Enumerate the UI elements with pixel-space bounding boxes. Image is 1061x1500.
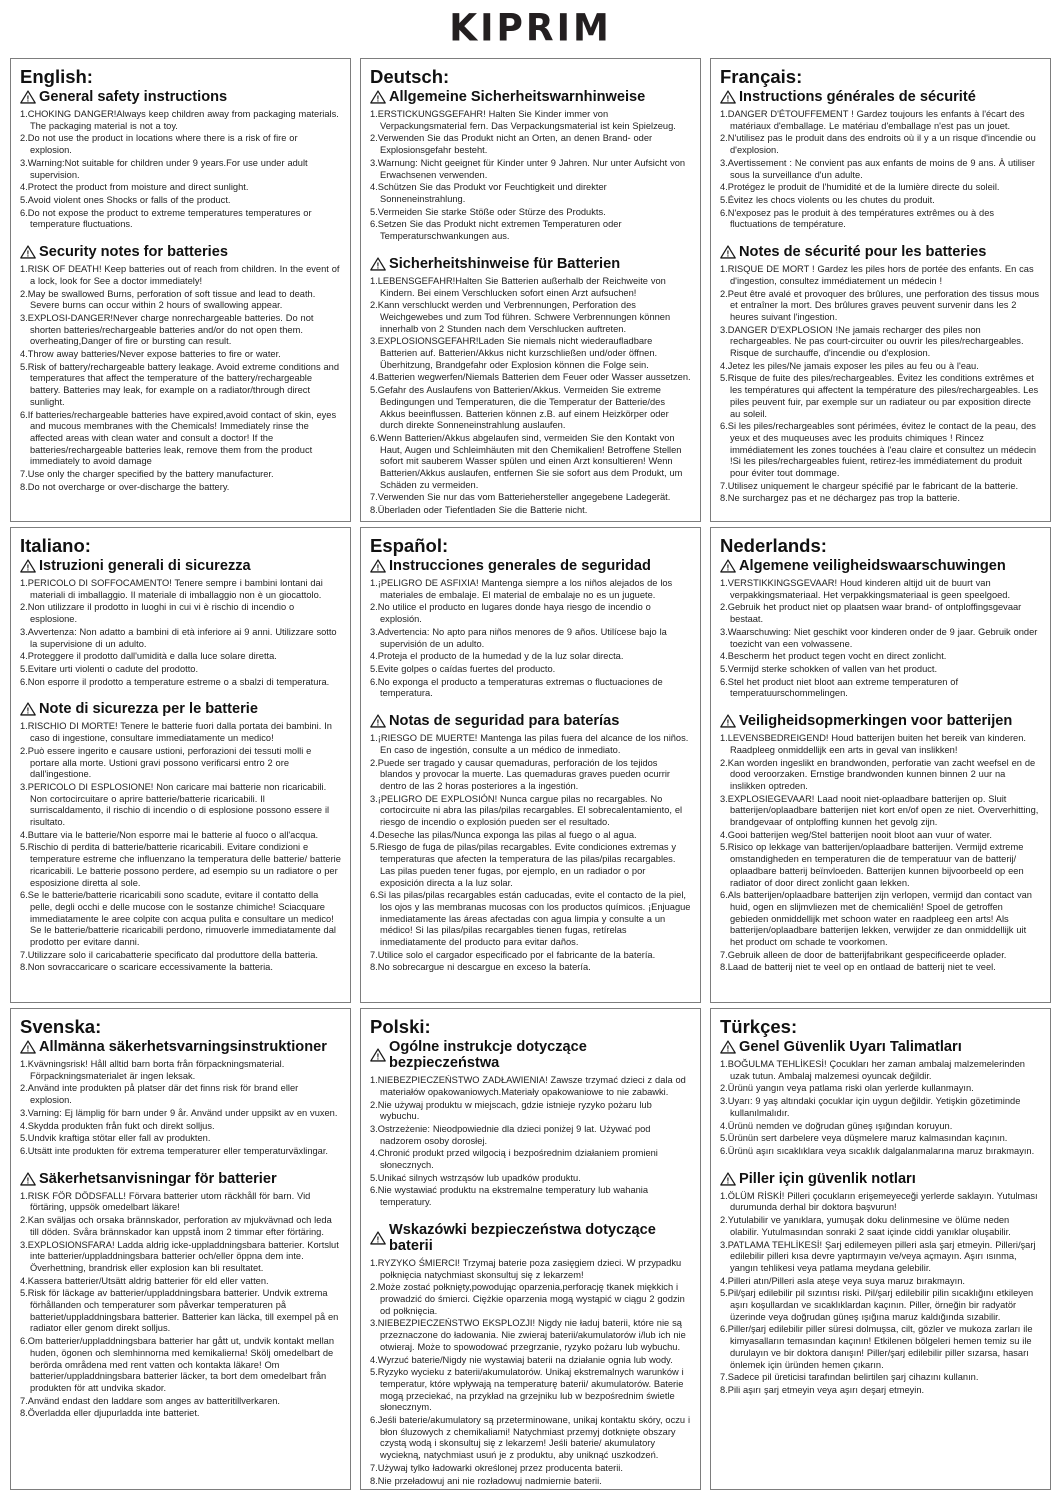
instruction-item: 1.¡PELIGRO DE ASFIXIA! Mantenga siempre a los niños alejados de los materiales de embalaje. El material de embalaje no es un juguete. [370, 578, 673, 600]
language-panel-nederlands [710, 527, 1051, 1003]
instruction-item: 4.Chronić produkt przed wilgocią i bezpośrednim działaniem promieni słonecznych. [370, 1148, 658, 1171]
instruction-item: 1.NIEBEZPIECZEŃSTWO ZADŁAWIENIA! Zawsze trzymać dzieci z dala od materiałów opakowaniowych.Materiały opakowaniowe to nie zabawki. [370, 1075, 686, 1097]
instruction-item: 7.Verwenden Sie nur das vom Batteriehersteller angegebene Ladegerät. [370, 492, 671, 503]
section-heading-text: Genel Güvenlik Uyarı Talimatları [739, 1039, 962, 1055]
page-header [0, 0, 1061, 56]
instruction-item: 8.Laad de batterij niet te veel op en ontlaad de batterij niet te veel. [720, 962, 996, 973]
warning-triangle-icon [20, 1040, 36, 1054]
instruction-item: 5.Pil/şarj edilebilir pil sızıntısı riski. Pil/şarj edilebilir pilin sıcaklığını etkileyen aşırı koşullardan ve sıcaklıklardan kaçının. Piller, örneğin bir radyatör üzerinde veya doğrudan güneş ışığına maruz kaldığında sızabilir. [720, 1288, 1034, 1322]
warning-triangle-icon [370, 1231, 386, 1245]
warning-triangle-icon [20, 702, 36, 716]
instruction-item: 7.Utilisez uniquement le chargeur spécifié par le fabricant de la batterie. [720, 480, 1019, 491]
instruction-item: 7.Use only the charger specified by the battery manufacturer. [20, 469, 274, 480]
general-instructions-list [720, 1059, 1041, 1158]
general-instructions-list [370, 578, 691, 700]
section-heading-text: Notes de sécurité pour les batteries [739, 244, 987, 261]
instruction-item: 2.May be swallowed Burns, perforation of soft tissue and lead to death. Severe burns can occur within 2 hours of swallowing appear. [20, 288, 316, 311]
instruction-item: 1.LEBENSGEFAHR!Halten Sie Batterien außerhalb der Reichweite von Kindern. Bei einem Verschlucken sofort einen Arzt aufsuchen! [370, 275, 666, 298]
battery-safety-heading [720, 1171, 1041, 1187]
svg-text:!: ! [726, 93, 730, 104]
instruction-item: 2.Non utilizzare il prodotto in luoghi in cui vi è rischio di incendio o esplosione. [20, 602, 295, 625]
instruction-item: 5.Evitare urti violenti o cadute del prodotto. [20, 663, 199, 674]
section-heading-text: Sicherheitshinweise für Batterien [389, 255, 621, 272]
language-panel-deutsch [360, 58, 701, 522]
instruction-item: 2.Do not use the product in locations where there is a risk of fire or explosion. [20, 133, 298, 156]
instruction-item: 1.LEVENSBEDREIGEND! Houd batterijen buiten het bereik van kinderen. Raadpleeg onmiddellijk een arts in geval van inslikken! [720, 733, 1026, 755]
language-title-italiano: Italiano: [20, 535, 91, 556]
instruction-item: 3.PERICOLO DI ESPLOSIONE! Non caricare mai batterie non ricaricabili. Non cortocircuitare o aprire batterie/batterie ricaricabili. Il surriscaldamento, il rischio di incendio o di esplosione possono essere il risultato. [20, 781, 330, 828]
section-heading-text: Piller için güvenlik notları [739, 1170, 916, 1187]
battery-instructions-list [370, 276, 691, 517]
instruction-item: 2.Kan sväljas och orsaka brännskador, perforation av mjukvävnad och leda till döden. Svåra brännskador kan uppstå inom 2 timmar efter förtäring. [20, 1215, 332, 1237]
instruction-item: 4.Proteggere il prodotto dall'umidità e dalla luce solare diretta. [20, 651, 277, 662]
instruction-item: 5.Unikać silnych wstrząsów lub upadków produktu. [370, 1172, 581, 1183]
language-panel-english [10, 58, 351, 522]
general-safety-heading [20, 89, 341, 105]
instruction-item: 5.Évitez les chocs violents ou les chutes du produit. [720, 194, 935, 205]
instruction-item: 6.Piller/şarj edilebilir piller süresi dolmuşsa, cilt, gözler ve mukoza zarları ile kimyasalların temasından kaçının! Etkilenen bölgeleri hemen temiz su ile durulayın ve bir doktora danışın! Piller/şarj edilebilir piller sızarsa, hasarı önlemek için üründen hemen çıkarın. [720, 1324, 1033, 1370]
instruction-item: 5.Gefahr des Auslaufens von Batterien/Akkus. Vermeiden Sie extreme Bedingungen und Temperaturen, die die Temperatur der Batterie/des Akkus beeinflussen. Batterien können z.B. auf einem Heizkörper oder durch direkte Sonneneinstrahlung auslaufen. [370, 385, 669, 431]
instruction-item: 1.RYZYKO ŚMIERCI! Trzymaj baterie poza zasięgiem dzieci. W przypadku połknięcia natychmiast skonsultuj się z lekarzem! [370, 1257, 682, 1280]
battery-instructions-list [370, 1258, 691, 1487]
svg-text:!: ! [26, 1175, 30, 1186]
language-title-polski: Polski: [370, 1016, 431, 1037]
instruction-item: 4.Ürünü nemden ve doğrudan güneş ışığından koruyun. [720, 1120, 953, 1131]
svg-text:!: ! [376, 1051, 380, 1062]
general-safety-heading [720, 1039, 1041, 1055]
section-heading-text: Istruzioni generali di sicurezza [39, 558, 251, 574]
section-heading-text: Instructions générales de sécurité [739, 89, 976, 105]
instruction-item: 7.Sadece pil üreticisi tarafından belirtilen şarj cihazını kullanın. [720, 1372, 979, 1383]
instruction-item: 8.Ne surchargez pas et ne déchargez pas trop la batterie. [720, 493, 960, 504]
instruction-item: 1.¡RIESGO DE MUERTE! Mantenga las pilas fuera del alcance de los niños. En caso de ingestión, consulte a un médico de inmediato. [370, 733, 689, 755]
section-heading-text: Veiligheidsopmerkingen voor batterijen [739, 713, 1013, 730]
section-heading-text: Säkerhetsanvisningar för batterier [39, 1170, 277, 1187]
svg-text:!: ! [376, 562, 380, 573]
instruction-item: 1.Kvävningsrisk! Håll alltid barn borta från förpackningsmaterial. Förpackningsmaterialet är ingen leksak. [20, 1059, 285, 1081]
instruction-item: 1.RISCHIO DI MORTE! Tenere le batterie fuori dalla portata dei bambini. In caso di ingestione, consultare immediatamente un medico! [20, 721, 332, 744]
section-heading-text: Wskazówki bezpieczeństwa dotyczące baterii [389, 1221, 656, 1254]
instruction-item: 4.Schützen Sie das Produkt vor Feuchtigkeit und direkter Sonneneinstrahlung. [370, 182, 607, 204]
warning-triangle-icon [370, 257, 386, 271]
instruction-item: 5.Vermijd sterke schokken of vallen van het product. [720, 663, 938, 674]
language-panel-turkce [710, 1008, 1051, 1490]
instruction-item: 1.VERSTIKKINGSGEVAAR! Houd kinderen altijd uit de buurt van verpakkingsmateriaal. Het verpakkingsmateriaal is geen speelgoed. [720, 578, 1011, 600]
instruction-item: 2.Gebruik het product niet op plaatsen waar brand- of ontploffingsgevaar bestaat. [720, 602, 1022, 625]
instruction-item: 5.Risk för läckage av batterier/uppladdningsbara batterier. Undvik extrema förhållanden och temperaturer som påverkar temperaturen på batteriet/uppladdningsbara batterier. Batterier kan läcka, till exempel på en radiator eller genom direkt solljus. [20, 1288, 339, 1334]
section-heading-text: Security notes for batteries [39, 244, 228, 261]
general-safety-heading [370, 1039, 691, 1071]
instruction-item: 3.NIEBEZPIECZEŃSTWO EKSPLOZJI! Nigdy nie ładuj baterii, które nie są przeznaczone do ładowania. Nie zwieraj baterii/akumulatorów i/lub ich nie otwieraj. Może to spowodować przegrzanie, ryzyko pożaru lub wybuchu. [370, 1318, 686, 1352]
warning-triangle-icon [720, 1040, 736, 1054]
instruction-item: 8.Pili aşırı şarj etmeyin veya aşırı deşarj etmeyin. [720, 1384, 925, 1395]
instruction-item: 3.EXPLOSIEGEVAAR! Laad nooit niet-oplaadbare batterijen op. Sluit batterijen/oplaadbare batterijen niet kort en/of open ze niet. Oververhitting, brandgevaar of ontploffing kunnen het gevolg zijn. [720, 793, 1039, 828]
general-safety-heading [370, 89, 691, 105]
instruction-item: 2.Använd inte produkten på platser där det finns risk för brand eller explosion. [20, 1083, 299, 1106]
general-safety-heading [720, 558, 1041, 574]
instruction-item: 3.Warning:Not suitable for children under 9 years.For use under adult supervision. [20, 157, 308, 180]
instruction-item: 3.EXPLOSI-DANGER!Never charge nonrechargeable batteries. Do not shorten batteries/rechargeable batteries and/or do not open them. overheating,Danger of fire or bursting can result. [20, 312, 314, 347]
language-title-espanol: Español: [370, 535, 449, 556]
battery-safety-heading [20, 1171, 341, 1187]
warning-triangle-icon [370, 714, 386, 728]
language-panel-italiano [10, 527, 351, 1003]
instruction-item: 1.RISQUE DE MORT ! Gardez les piles hors de portée des enfants. En cas d'ingestion, consultez immédiatement un médecin ! [720, 264, 1034, 286]
instruction-item: 3.Ostrzeżenie: Nieodpowiednie dla dzieci poniżej 9 lat. Używać pod nadzorem osoby dorosłej. [370, 1123, 651, 1146]
battery-instructions-list [720, 1191, 1041, 1397]
instruction-item: 5.Rischio di perdita di batterie/batterie ricaricabili. Evitare condizioni e temperature estreme che influenzano la temperatura delle batterie/ batterie ricaricabili. Le batterie possono perdere, ad esempio su un radiatore o per esposizione diretta al sole. [20, 842, 341, 888]
instruction-item: 4.Wyrzuć baterie/Nigdy nie wystawiaj baterii na działanie ognia lub wody. [370, 1354, 673, 1365]
instruction-item: 4.Bescherm het product tegen vocht en direct zonlicht. [720, 651, 947, 662]
svg-text:!: ! [376, 717, 380, 728]
instruction-item: 5.Ryzyko wycieku z baterii/akumulatorów. Unikaj ekstremalnych warunków i temperatur, które wpływają na temperaturę baterii/ akumulatorów. Baterie mogą przeciekać, na przykład na grzejniku lub w bezpośrednim świetle słonecznym. [370, 1367, 684, 1413]
section-heading-text: Algemene veiligheidswaarschuwingen [739, 558, 1006, 574]
instruction-item: 6.Utsätt inte produkten för extrema temperaturer eller temperaturväxlingar. [20, 1145, 329, 1156]
instruction-item: 6.Stel het product niet bloot aan extreme temperaturen of temperatuurschommelingen. [720, 676, 959, 699]
instruction-item: 4.Pilleri atın/Pilleri asla ateşe veya suya maruz bırakmayın. [720, 1275, 965, 1286]
warning-triangle-icon [720, 245, 736, 259]
battery-safety-heading [370, 713, 691, 729]
instruction-item: 6.If batteries/rechargeable batteries have expired,avoid contact of skin, eyes and mucous membranes with the Chemicals! Immediately rinse the affected areas with clean water and consult a doctor! If the batteries/rechargeable batteries leak, remove them from the product immediately to avoid damage [20, 409, 337, 467]
section-heading-text: Ogólne instrukcje dotyczące bezpieczeństwa [389, 1039, 587, 1072]
instruction-item: 4.Jetez les piles/Ne jamais exposer les piles au feu ou à l'eau. [720, 360, 979, 371]
instruction-item: 4.Proteja el producto de la humedad y de la luz solar directa. [370, 651, 624, 662]
warning-triangle-icon [20, 559, 36, 573]
instruction-item: 5.Vermeiden Sie starke Stöße oder Stürze des Produkts. [370, 206, 606, 217]
instruction-item: 3.Varning: Ej lämplig för barn under 9 år. Använd under uppsikt av en vuxen. [20, 1107, 338, 1118]
instruction-item: 8.Nie przeładowuj ani nie rozładowuj nadmiernie baterii. [370, 1475, 602, 1486]
general-safety-heading [20, 1039, 341, 1055]
instruction-item: 4.Buttare via le batterie/Non esporre mai le batterie al fuoco o all'acqua. [20, 829, 319, 840]
battery-safety-heading [720, 713, 1041, 729]
general-instructions-list [20, 578, 341, 688]
warning-triangle-icon [370, 90, 386, 104]
instruction-item: 2.Kann verschluckt werden und Verbrennungen, Perforation des Weichgewebes und zum Tod führen. Schwere Verbrennungen können innerhalb von 2 Stunden nach dem Verschlucken auftreten. [370, 300, 671, 334]
instruction-item: 6.Nie wystawiać produktu na ekstremalne temperatury lub wahania temperatury. [370, 1185, 649, 1208]
instruction-item: 3.EXPLOSIONSGEFAHR!Laden Sie niemals nicht wiederaufladbare Batterien auf. Batterien/Akkus nicht kurzschließen und/oder öffnen. Überhitzung, Brandgefahr oder Explosion können die Folge sein. [370, 336, 658, 370]
svg-text:!: ! [26, 1043, 30, 1054]
instruction-item: 5.Risque de fuite des piles/rechargeables. Évitez les conditions extrêmes et les températures qui affectent la température des piles/rechargeables. Les piles peuvent fuir, par exemple sur un radiateur ou par exposition directe au soleil. [720, 373, 1039, 419]
svg-text:!: ! [726, 1175, 730, 1186]
instruction-item: 6.Non esporre il prodotto a temperature estreme o a sbalzi di temperatura. [20, 676, 330, 687]
warning-triangle-icon [720, 714, 736, 728]
svg-text:!: ! [376, 260, 380, 271]
instruction-item: 3.Waarschuwing: Niet geschikt voor kinderen onder de 9 jaar. Gebruik onder toezicht van een volwassene. [720, 626, 1038, 649]
instruction-item: 2.Nie używaj produktu w miejscach, gdzie istnieje ryzyko pożaru lub wybuchu. [370, 1099, 652, 1122]
general-safety-heading [20, 558, 341, 574]
warning-triangle-icon [370, 1048, 386, 1062]
battery-instructions-list [20, 721, 341, 974]
warning-triangle-icon [370, 559, 386, 573]
battery-instructions-list [370, 733, 691, 974]
svg-text:!: ! [726, 717, 730, 728]
warning-triangle-icon [20, 90, 36, 104]
instruction-item: 2.Yutulabilir ve yanıklara, yumuşak doku delinmesine ve ölüme neden olabilir. Yutulmasından sonraki 2 saat içinde ciddi yanıklar oluşabilir. [720, 1215, 1011, 1237]
instruction-item: 6.No exponga el producto a temperaturas extremas o fluctuaciones de temperatura. [370, 676, 663, 699]
instruction-item: 1.RISK FÖR DÖDSFALL! Förvara batterier utom räckhåll för barn. Vid förtäring, uppsök omedelbart läkare! [20, 1190, 311, 1213]
instruction-item: 7.Utilizzare solo il caricabatterie specificato dal produttore della batteria. [20, 949, 318, 960]
instruction-item: 5.Risico op lekkage van batterijen/oplaadbare batterijen. Vermijd extreme omstandigheden en temperaturen die de temperatuur van de batterij/ oplaadbare batterij beïnvloeden. Batterijen kunnen bijvoorbeeld op een radiator of door direct zonlicht gaan lekken. [720, 842, 1024, 888]
instruction-item: 6.Als batterijen/oplaadbare batterijen zijn verlopen, vermijd dan contact van huid, ogen en slijmvliezen met de chemicaliën! Spoel de getroffen gebieden onmiddellijk met schoon water en raadpleeg een arts! Als batterijen/oplaadbare batterijen lekken, verwijder ze dan onmiddellijk uit het product om schade te voorkomen. [720, 890, 1032, 948]
warning-triangle-icon [720, 559, 736, 573]
svg-text:!: ! [376, 93, 380, 104]
instruction-item: 7.Gebruik alleen de door de batterijfabrikant gespecificeerde oplader. [720, 949, 1007, 960]
section-heading-text: Instrucciones generales de seguridad [389, 558, 651, 574]
language-title-deutsch: Deutsch: [370, 66, 450, 87]
section-heading-text: General safety instructions [39, 89, 228, 105]
svg-text:!: ! [726, 562, 730, 573]
battery-safety-heading [20, 244, 341, 260]
instruction-item: 3.Avvertenza: Non adatto a bambini di età inferiore ai 9 anni. Utilizzare sotto la supervisione di un adulto. [20, 626, 337, 649]
instruction-item: 4.Kassera batterier/Utsätt aldrig batterier för eld eller vatten. [20, 1275, 269, 1286]
battery-safety-heading [20, 701, 341, 717]
general-safety-heading [720, 89, 1041, 105]
battery-safety-heading [720, 244, 1041, 260]
instruction-item: 6.Ürünü aşırı sıcaklıklara veya sıcaklık dalgalanmalarına maruz bırakmayın. [720, 1145, 1035, 1156]
language-title-turkce: Türkçes: [720, 1016, 798, 1037]
instruction-item: 7.Använd endast den laddare som anges av batteritillverkaren. [20, 1395, 280, 1406]
instruction-item: 2.Può essere ingerito e causare ustioni, perforazioni dei tessuti molli e portare alla morte. Ustioni gravi possono verificarsi entro 2 ore dall'ingestione. [20, 745, 312, 780]
panels-grid [10, 58, 1051, 1490]
instruction-item: 8.No sobrecargue ni descargue en exceso la batería. [370, 962, 591, 973]
instruction-item: 3.Advertencia: No apto para niños menores de 9 años. Utilícese bajo la supervisión de un adulto. [370, 626, 667, 649]
instruction-item: 6.Om batterier/uppladdningsbara batterier har gått ut, undvik kontakt mellan huden, ögonen och slemhinnorna med kemikalierna! Skölj omedelbart de berörda områdena med rent vatten och kontakta läkare! Om batterier/uppladdningsbara batterier läcker, ta bort dem omedelbart från produkten för att undvika skador. [20, 1336, 335, 1393]
instruction-item: 8.Überladen oder Tiefentladen Sie die Batterie nicht. [370, 505, 588, 516]
instruction-item: 3.DANGER D'EXPLOSION !Ne jamais recharger des piles non rechargeables. Ne pas court-circuiter ou ouvrir les piles/rechargeables. Risque de surchauffe, d'incendie ou d'explosion. [720, 324, 1024, 359]
general-instructions-list [370, 1075, 691, 1209]
instruction-item: 3.¡PELIGRO DE EXPLOSIÓN! Nunca cargue pilas no recargables. No cortocircuite ni abra las pilas/pilas recargables. El sobrecalentamiento, el riesgo de incendio o explosión pueden ser el resultado. [370, 793, 683, 828]
warning-triangle-icon [720, 90, 736, 104]
instruction-item: 7.Używaj tylko ładowarki określonej przez producenta baterii. [370, 1462, 623, 1473]
instruction-item: 5.Avoid violent ones Shocks or falls of the product. [20, 194, 231, 205]
instruction-item: 1.CHOKING DANGER!Always keep children away from packaging materials. The packaging material is not a toy. [20, 109, 339, 131]
instruction-item: 6.N'exposez pas le produit à des températures extrêmes ou à des fluctuations de température. [720, 207, 995, 230]
instruction-item: 6.Jeśli baterie/akumulatory są przeterminowane, unikaj kontaktu skóry, oczu i błon śluzowych z chemikaliami! Natychmiast przemyj dotknięte obszary czystą wodą i skonsultuj się z lekarzem! Jeśli baterie/ akumulatory wyciekną, natychmiast usuń je z produktu, aby uniknąć uszkodzeń. [370, 1415, 691, 1461]
svg-text:!: ! [26, 93, 30, 104]
battery-safety-heading [370, 256, 691, 272]
svg-text:!: ! [726, 248, 730, 259]
instruction-item: 3.Avertissement : Ne convient pas aux enfants de moins de 9 ans. À utiliser sous la surveillance d'un adulte. [720, 157, 1035, 180]
warning-triangle-icon [20, 1172, 36, 1186]
instruction-item: 6.Si les piles/rechargeables sont périmées, évitez le contact de la peau, des yeux et des muqueuses avec les produits chimiques ! Rincez immédiatement les zones touchées à l'eau claire et consultez un médecin !Si les piles/rechargeables fuient, retirez-les immédiatement du produit pour éviter tout dommage. [720, 421, 1037, 479]
instruction-item: 2.No utilice el producto en lugares donde haya riesgo de incendio o explosión. [370, 602, 651, 625]
instruction-item: 2.Peut être avalé et provoquer des brûlures, une perforation des tissus mous et entraîner la mort. Des brûlures graves peuvent survenir dans les 2 heures suivant l'ingestion. [720, 288, 1040, 322]
instruction-item: 2.Verwenden Sie das Produkt nicht an Orten, an denen Brand- oder Explosionsgefahr besteht. [370, 133, 653, 156]
instruction-item: 5.Ürünün sert darbelere veya düşmelere maruz kalmasından kaçının. [720, 1133, 1008, 1144]
general-instructions-list [720, 578, 1041, 700]
language-title-svenska: Svenska: [20, 1016, 102, 1037]
instruction-item: 6.Do not expose the product to extreme temperatures temperatures or temperature fluctuations. [20, 207, 312, 230]
instruction-item: 1.ÖLÜM RİSKİ! Pilleri çocukların erişemeyeceği yerlerde saklayın. Yutulması durumunda derhal bir doktora başvurun! [720, 1190, 1038, 1213]
instruction-item: 3.PATLAMA TEHLİKESİ! Şarj edilemeyen pilleri asla şarj etmeyin. Pilleri/şarj edilebilir pilleri kısa devre yaptırmayın ve/veya açmayın. Aşırı ısınma, yangın tehlikesi veya patlama meydana gelebilir. [720, 1239, 1036, 1273]
general-instructions-list [370, 109, 691, 243]
language-panel-francais [710, 58, 1051, 522]
language-title-english: English: [20, 66, 93, 87]
language-panel-svenska [10, 1008, 351, 1490]
instruction-item: 8.Do not overcharge or over-discharge the battery. [20, 481, 230, 492]
instruction-item: 8.Överladda eller djupurladda inte batteriet. [20, 1408, 200, 1419]
instruction-item: 5.Undvik kraftiga stötar eller fall av produkten. [20, 1133, 211, 1144]
section-heading-text: Note di sicurezza per le batterie [39, 701, 258, 718]
instruction-item: 2.Może zostać połknięty,powodując oparzenia,perforację tkanek miękkich i prowadzić do śmierci. Ciężkie oparzenia mogą wystąpić w ciągu 2 godzin od połknięcia. [370, 1282, 685, 1316]
warning-triangle-icon [720, 1172, 736, 1186]
general-instructions-list [20, 109, 341, 231]
instruction-item: 6.Setzen Sie das Produkt nicht extremen Temperaturen oder Temperaturschwankungen aus. [370, 219, 622, 242]
general-instructions-list [20, 1059, 341, 1158]
warning-triangle-icon [20, 245, 36, 259]
svg-text:!: ! [726, 1043, 730, 1054]
instruction-item: 6.Wenn Batterien/Akkus abgelaufen sind, vermeiden Sie den Kontakt von Haut, Augen und Schleimhäuten mit den Chemikalien! Betroffene Stellen sofort mit sauberem Wasser spülen und einen Arzt konsultieren! Wenn Batterien/Akkus auslaufen, entfernen Sie sie sofort aus dem Produkt, um Schäden zu vermeiden. [370, 432, 683, 490]
svg-text:!: ! [26, 705, 30, 716]
instruction-item: 4.Skydda produkten från fukt och direkt solljus. [20, 1120, 215, 1131]
instruction-item: 5.Risk of battery/rechargeable battery leakage. Avoid extreme conditions and temperatures that affect the temperature of the battery/rechargeable battery. Batteries may leak, for example on a radiator/through direct sunlight. [20, 361, 340, 407]
instruction-item: 2.N'utilisez pas le produit dans des endroits où il y a un risque d'incendie ou d'explosion. [720, 133, 1036, 156]
instruction-item: 4.Gooi batterijen weg/Stel batterijen nooit bloot aan vuur of water. [720, 829, 992, 840]
instruction-item: 3.EXPLOSIONSFARA! Ladda aldrig icke-uppladdningsbara batterier. Kortslut inte batterier/uppladdningsbara batterier och/eller öppna dem inte. Överhettning, brandrisk eller explosion kan bli resultatet. [20, 1239, 339, 1273]
instruction-item: 1.DANGER D'ÉTOUFFEMENT ! Gardez toujours les enfants à l'écart des matériaux d'emballage. Le matériau d'emballage n'est pas un jouet. [720, 109, 1025, 131]
section-heading-text: Allmänna säkerhetsvarningsinstruktioner [39, 1039, 327, 1055]
instruction-item: 2.Kan worden ingeslikt en brandwonden, perforatie van zacht weefsel en de dood veroorzaken. Ernstige brandwonden kunnen binnen 2 uur na inslikken optreden. [720, 757, 1036, 791]
svg-text:!: ! [376, 1234, 380, 1245]
svg-text:!: ! [26, 562, 30, 573]
battery-safety-heading [370, 1222, 691, 1254]
instruction-item: 7.Utilice solo el cargador especificado por el fabricante de la batería. [370, 949, 656, 960]
battery-instructions-list [720, 733, 1041, 974]
language-title-nederlands: Nederlands: [720, 535, 827, 556]
instruction-item: 3.Uyarı: 9 yaş altındaki çocuklar için uygun değildir. Yetişkin gözetiminde kullanılmalıdır. [720, 1096, 1021, 1118]
instruction-item: 1.RISK OF DEATH! Keep batteries out of reach from children. In the event of a lock, look for See a doctor immediately! [20, 264, 340, 286]
instruction-item: 3.Warnung: Nicht geeignet für Kinder unter 9 Jahren. Nur unter Aufsicht von Erwachsenen verwenden. [370, 157, 686, 180]
language-panel-polski [360, 1008, 701, 1490]
language-panel-espanol [360, 527, 701, 1003]
section-heading-text: Allgemeine Sicherheitswarnhinweise [389, 89, 646, 105]
instruction-item: 4.Protect the product from moisture and direct sunlight. [20, 182, 249, 193]
instruction-item: 6.Si las pilas/pilas recargables están caducadas, evite el contacto de la piel, los ojos y las membranas mucosas con los productos químicos. ¡Enjuague inmediatamente las áreas afectadas con agua limpia y consulte a un médico! Si las pilas/pilas recargables tienen fugas, retírelas inmediatamente del producto para evitar daños. [370, 890, 691, 948]
general-instructions-list [720, 109, 1041, 231]
brand-logo: KIPRIM [449, 6, 612, 50]
instruction-item: 5.Riesgo de fuga de pilas/pilas recargables. Evite condiciones extremas y temperaturas que afecten la temperatura de las pilas/pilas recargables. Las pilas pueden tener fugas, por ejemplo, en un radiador o por exposición directa a la luz solar. [370, 842, 677, 888]
instruction-item: 2.Puede ser tragado y causar quemaduras, perforación de los tejidos blandos y provocar la muerte. Las quemaduras graves pueden ocurrir dentro de las 2 horas posteriores a la ingestión. [370, 757, 671, 791]
instruction-item: 4.Batterien wegwerfen/Niemals Batterien dem Feuer oder Wasser aussetzen. [370, 372, 691, 383]
battery-instructions-list [720, 264, 1041, 505]
instruction-item: 1.BOĞULMA TEHLİKESİ! Çocukları her zaman ambalaj malzemelerinden uzak tutun. Ambalaj malzemesi oyuncak değildir. [720, 1059, 1025, 1081]
svg-text:!: ! [26, 248, 30, 259]
section-heading-text: Notas de seguridad para baterías [389, 713, 620, 730]
general-safety-heading [370, 558, 691, 574]
instruction-item: 5.Evite golpes o caídas fuertes del producto. [370, 663, 556, 674]
instruction-item: 8.Non sovraccaricare o scaricare eccessivamente la batteria. [20, 962, 273, 973]
instruction-item: 4.Protégez le produit de l'humidité et de la lumière directe du soleil. [720, 182, 1000, 193]
instruction-item: 1.PERICOLO DI SOFFOCAMENTO! Tenere sempre i bambini lontani dai materiali di imballaggio. Il materiale di imballaggio non è un giocattolo. [20, 578, 323, 600]
instruction-item: 6.Se le batterie/batterie ricaricabili sono scadute, evitare il contatto della pelle, degli occhi e delle mucose con le sostanze chimiche! Sciacquare immediatamente le aree colpite con acqua pulita e consultare un medico! Se le batterie/batterie ricaricabili perdono, rimuoverle immediatamente dal prodotto per evitare danni. [20, 890, 336, 948]
battery-instructions-list [20, 264, 341, 493]
instruction-item: 4.Deseche las pilas/Nunca exponga las pilas al fuego o al agua. [370, 829, 637, 840]
language-title-francais: Français: [720, 66, 803, 87]
instruction-item: 4.Throw away batteries/Never expose batteries to fire or water. [20, 349, 281, 360]
instruction-item: 2.Ürünü yangın veya patlama riski olan yerlerde kullanmayın. [720, 1083, 974, 1094]
battery-instructions-list [20, 1191, 341, 1420]
instruction-item: 1.ERSTICKUNGSGEFAHR! Halten Sie Kinder immer von Verpackungsmaterial fern. Das Verpackungsmaterial ist kein Spielzeug. [370, 109, 676, 131]
